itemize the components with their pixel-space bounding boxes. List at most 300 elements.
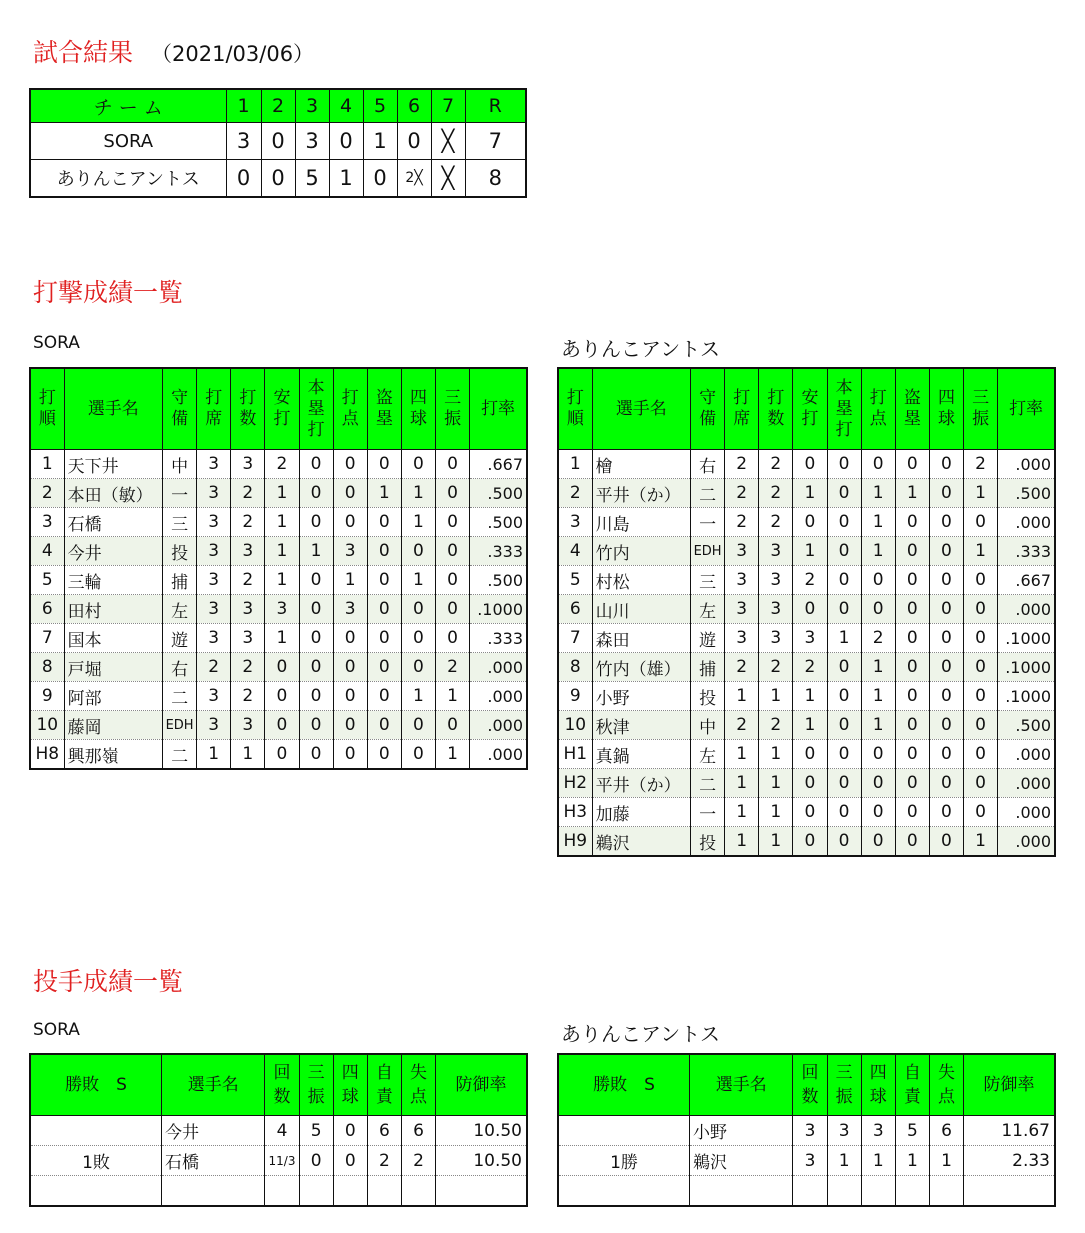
player-name-cell: 川島: [592, 508, 690, 537]
stat-cell: 1: [265, 479, 299, 508]
stat-cell: 0: [895, 740, 929, 769]
stat-cell: 1: [793, 682, 827, 711]
stat-cell: 0: [265, 682, 299, 711]
stat-cell: 1: [367, 479, 401, 508]
team2-batting-table: [557, 367, 1056, 857]
stat-cell: 捕: [691, 653, 725, 682]
stat-cell: 4: [265, 1116, 299, 1146]
stat-cell: 4: [30, 537, 64, 566]
batting-header-cell: 四球: [929, 368, 963, 450]
stat-cell: 0: [929, 537, 963, 566]
stat-cell: 8: [30, 653, 64, 682]
player-name-cell: 今井: [64, 537, 162, 566]
stat-cell: 2: [725, 450, 759, 479]
player-name-cell: 小野: [592, 682, 690, 711]
stat-cell: 2: [964, 450, 998, 479]
batting-row: [558, 827, 1055, 857]
batting-header-cell: 守備: [163, 368, 197, 450]
stat-cell: H8: [30, 740, 64, 770]
stat-cell: 1: [401, 682, 435, 711]
pitching-row: [558, 1146, 1055, 1176]
stat-cell: 1: [265, 508, 299, 537]
stat-cell: 3: [231, 711, 265, 740]
stat-cell: EDH: [163, 711, 197, 740]
batting-header-cell: 選手名: [64, 368, 162, 450]
stat-cell: 11/3: [265, 1146, 299, 1176]
stat-cell: 0: [793, 508, 827, 537]
stat-cell: 3: [725, 595, 759, 624]
pitching-header-cell: 三振: [299, 1054, 333, 1116]
stat-cell: 3: [197, 537, 231, 566]
stat-cell: 0: [299, 682, 333, 711]
stat-cell: 0: [436, 711, 470, 740]
stat-cell: 0: [895, 537, 929, 566]
stat-cell: 1: [895, 1146, 929, 1176]
batting-row: [558, 566, 1055, 595]
stat-cell: 1勝: [558, 1146, 690, 1176]
stat-cell: 0: [964, 508, 998, 537]
stat-cell: 捕: [163, 566, 197, 595]
batting-header-cell: 打点: [333, 368, 367, 450]
player-name-cell: 天下井: [64, 450, 162, 479]
batting-row: [30, 508, 527, 537]
stat-cell: 遊: [163, 624, 197, 653]
stat-cell: 3: [861, 1116, 895, 1146]
stat-cell: 0: [861, 827, 895, 857]
stat-cell: 0: [401, 653, 435, 682]
batting-row: [558, 740, 1055, 769]
stat-cell: 0: [827, 711, 861, 740]
stat-cell: 0: [929, 595, 963, 624]
stat-cell: .500: [998, 479, 1055, 508]
batting-header-cell: 打点: [861, 368, 895, 450]
stat-cell: 1: [793, 711, 827, 740]
score-inning-cell: 1: [329, 160, 363, 198]
stat-cell: 0: [367, 566, 401, 595]
stat-cell: 右: [691, 450, 725, 479]
stat-cell: 0: [827, 769, 861, 798]
stat-cell: 2: [30, 479, 64, 508]
score-inning-cell: 0: [329, 123, 363, 160]
pitching-header-cell: 自責: [367, 1054, 401, 1116]
player-name-cell: 田村: [64, 595, 162, 624]
stat-cell: 1: [929, 1146, 963, 1176]
stat-cell: [333, 1176, 367, 1207]
stat-cell: 0: [299, 450, 333, 479]
stat-cell: 2: [793, 653, 827, 682]
stat-cell: .000: [470, 740, 527, 770]
stat-cell: 1: [401, 479, 435, 508]
stat-cell: 2: [367, 1146, 401, 1176]
player-name-cell: 竹内（雄）: [592, 653, 690, 682]
stat-cell: 4: [558, 537, 592, 566]
stat-cell: 8: [558, 653, 592, 682]
stat-cell: 1: [895, 479, 929, 508]
stat-cell: 0: [929, 711, 963, 740]
stat-cell: 0: [929, 798, 963, 827]
batting-row: [558, 798, 1055, 827]
stat-cell: 3: [197, 450, 231, 479]
stat-cell: 0: [827, 798, 861, 827]
batting-row: [30, 450, 527, 479]
pitcher-name-cell: 鵜沢: [690, 1146, 793, 1176]
stat-cell: 0: [367, 508, 401, 537]
stat-cell: 1: [333, 566, 367, 595]
stat-cell: 0: [929, 479, 963, 508]
stat-cell: [367, 1176, 401, 1207]
batting-row: [558, 682, 1055, 711]
stat-cell: 二: [691, 479, 725, 508]
stat-cell: 3: [265, 595, 299, 624]
stat-cell: 0: [793, 450, 827, 479]
team1-batting-table: [29, 367, 528, 770]
pitcher-name-cell: [690, 1176, 793, 1207]
stat-cell: 0: [827, 653, 861, 682]
stat-cell: .000: [470, 682, 527, 711]
stat-cell: H3: [558, 798, 592, 827]
game-date: （2021/03/06）: [151, 42, 315, 66]
stat-cell: 10.50: [436, 1116, 527, 1146]
player-name-cell: 竹内: [592, 537, 690, 566]
pitching-header-cell: 失点: [929, 1054, 963, 1116]
player-name-cell: 鵜沢: [592, 827, 690, 857]
stat-cell: 0: [929, 450, 963, 479]
stat-cell: 0: [401, 595, 435, 624]
stat-cell: 0: [929, 682, 963, 711]
stat-cell: 一: [691, 508, 725, 537]
stat-cell: 0: [299, 1146, 333, 1176]
scoreboard-row: [30, 123, 526, 160]
stat-cell: 11.67: [964, 1116, 1055, 1146]
stat-cell: 9: [30, 682, 64, 711]
pitching-row: [30, 1116, 527, 1146]
team1-pitching-table: [29, 1053, 528, 1207]
stat-cell: 3: [333, 595, 367, 624]
player-name-cell: 平井（か）: [592, 769, 690, 798]
pitching-row: [558, 1176, 1055, 1207]
stat-cell: .000: [998, 798, 1055, 827]
stat-cell: 3: [231, 624, 265, 653]
player-name-cell: 平井（か）: [592, 479, 690, 508]
pitcher-name-cell: 石橋: [162, 1146, 265, 1176]
stat-cell: EDH: [691, 537, 725, 566]
score-inning-cell: 0: [226, 160, 261, 198]
stat-cell: 2: [759, 508, 793, 537]
batting-row: [30, 624, 527, 653]
pitching-header-cell: 選手名: [690, 1054, 793, 1116]
stat-cell: 0: [401, 711, 435, 740]
stat-cell: [558, 1176, 690, 1207]
pitching-header-row: [30, 1054, 527, 1116]
stat-cell: 0: [333, 508, 367, 537]
stat-cell: .500: [470, 479, 527, 508]
stat-cell: 1: [759, 827, 793, 857]
batting-header-cell: 本塁打: [299, 368, 333, 450]
batting-row: [30, 653, 527, 682]
stat-cell: 0: [964, 711, 998, 740]
batting-header-cell: 三振: [436, 368, 470, 450]
batting-header-cell: 盗塁: [367, 368, 401, 450]
stat-cell: 0: [436, 508, 470, 537]
stat-cell: 1: [964, 827, 998, 857]
stat-cell: 1: [861, 1146, 895, 1176]
stat-cell: 中: [163, 450, 197, 479]
stat-cell: 遊: [691, 624, 725, 653]
stat-cell: 0: [299, 653, 333, 682]
stat-cell: 3: [197, 508, 231, 537]
stat-cell: [265, 1176, 299, 1207]
batting-row: [30, 537, 527, 566]
stat-cell: 1: [299, 537, 333, 566]
stat-cell: 0: [895, 827, 929, 857]
stat-cell: 5: [299, 1116, 333, 1146]
score-inning-cell: 0: [363, 160, 397, 198]
stat-cell: 3: [30, 508, 64, 537]
stat-cell: 0: [895, 566, 929, 595]
stat-cell: 5: [895, 1116, 929, 1146]
stat-cell: .1000: [470, 595, 527, 624]
stat-cell: 0: [265, 653, 299, 682]
stat-cell: 3: [333, 537, 367, 566]
pitching-header-cell: 選手名: [162, 1054, 265, 1116]
stat-cell: 3: [197, 682, 231, 711]
stat-cell: 2: [725, 653, 759, 682]
stat-cell: 3: [197, 595, 231, 624]
stat-cell: 0: [827, 566, 861, 595]
stat-cell: .1000: [998, 653, 1055, 682]
stat-cell: 1: [725, 682, 759, 711]
pitching-header-row: [558, 1054, 1055, 1116]
stat-cell: 1: [793, 479, 827, 508]
stat-cell: 0: [964, 566, 998, 595]
score-runs-cell: 8: [465, 160, 526, 198]
stat-cell: 0: [401, 624, 435, 653]
stat-cell: 3: [827, 1116, 861, 1146]
stat-cell: 1: [964, 479, 998, 508]
stat-cell: 3: [725, 566, 759, 595]
score-runs-cell: 7: [465, 123, 526, 160]
stat-cell: H1: [558, 740, 592, 769]
batting-section-title: 打撃成績一覧: [33, 278, 184, 307]
stat-cell: H9: [558, 827, 592, 857]
stat-cell: 1: [759, 682, 793, 711]
score-inning-cell: 0: [261, 160, 295, 198]
stat-cell: 0: [964, 682, 998, 711]
player-name-cell: 檜: [592, 450, 690, 479]
stat-cell: 3: [197, 711, 231, 740]
stat-cell: 0: [964, 624, 998, 653]
stat-cell: .667: [998, 566, 1055, 595]
pitcher-name-cell: 小野: [690, 1116, 793, 1146]
stat-cell: 0: [964, 769, 998, 798]
stat-cell: 1: [861, 653, 895, 682]
stat-cell: 投: [691, 682, 725, 711]
stat-cell: 2: [231, 682, 265, 711]
pitching-row: [558, 1116, 1055, 1146]
batting-header-cell: 安打: [793, 368, 827, 450]
stat-cell: [30, 1176, 162, 1207]
stat-cell: 0: [333, 682, 367, 711]
stat-cell: 0: [436, 566, 470, 595]
batting-row: [558, 479, 1055, 508]
pitching-row: [30, 1146, 527, 1176]
stat-cell: 2: [725, 508, 759, 537]
stat-cell: 0: [367, 740, 401, 770]
stat-cell: 0: [367, 595, 401, 624]
batting-row: [30, 479, 527, 508]
stat-cell: 1: [401, 566, 435, 595]
stat-cell: [436, 1176, 527, 1207]
stat-cell: 5: [30, 566, 64, 595]
batting-header-cell: 四球: [401, 368, 435, 450]
stat-cell: 1: [436, 682, 470, 711]
stat-cell: 1: [861, 537, 895, 566]
batting-header-cell: 選手名: [592, 368, 690, 450]
player-name-cell: 国本: [64, 624, 162, 653]
stat-cell: 2: [759, 653, 793, 682]
pitching-header-cell: 防御率: [436, 1054, 527, 1116]
stat-cell: 1: [861, 479, 895, 508]
batting-row: [558, 595, 1055, 624]
stat-cell: 0: [333, 624, 367, 653]
stat-cell: 0: [895, 653, 929, 682]
stat-cell: 左: [691, 740, 725, 769]
stat-cell: 3: [759, 624, 793, 653]
stat-cell: 3: [793, 1116, 827, 1146]
stat-cell: [558, 1116, 690, 1146]
stat-cell: 2: [861, 624, 895, 653]
stat-cell: 0: [895, 595, 929, 624]
stat-cell: 10: [30, 711, 64, 740]
batting-row: [558, 769, 1055, 798]
stat-cell: 0: [299, 566, 333, 595]
stat-cell: 0: [964, 798, 998, 827]
stat-cell: 3: [725, 537, 759, 566]
pitching-header-cell: 四球: [333, 1054, 367, 1116]
stat-cell: 0: [929, 566, 963, 595]
batting-header-cell: 安打: [265, 368, 299, 450]
score-team-name: SORA: [30, 123, 226, 160]
stat-cell: .500: [998, 711, 1055, 740]
stat-cell: 1: [793, 537, 827, 566]
player-name-cell: 戸堀: [64, 653, 162, 682]
stat-cell: 0: [861, 566, 895, 595]
stat-cell: 3: [759, 566, 793, 595]
stat-cell: 3: [231, 450, 265, 479]
batting-row: [30, 595, 527, 624]
stat-cell: 0: [827, 682, 861, 711]
stat-cell: [929, 1176, 963, 1207]
scoreboard-header: [30, 89, 526, 123]
pitching-header-cell: 回数: [793, 1054, 827, 1116]
stat-cell: 0: [299, 479, 333, 508]
stat-cell: 2: [231, 479, 265, 508]
stat-cell: 0: [436, 450, 470, 479]
stat-cell: .000: [998, 740, 1055, 769]
player-name-cell: 阿部: [64, 682, 162, 711]
stat-cell: 9: [558, 682, 592, 711]
stat-cell: 0: [895, 798, 929, 827]
stat-cell: 0: [367, 450, 401, 479]
stat-cell: .500: [470, 508, 527, 537]
pitching-header-cell: 三振: [827, 1054, 861, 1116]
stat-cell: 1: [861, 508, 895, 537]
score-col-inning: 5: [363, 89, 397, 123]
stat-cell: 3: [197, 479, 231, 508]
stat-cell: 二: [163, 682, 197, 711]
stat-cell: 5: [558, 566, 592, 595]
player-name-cell: 石橋: [64, 508, 162, 537]
stat-cell: .333: [998, 537, 1055, 566]
stat-cell: 1: [231, 740, 265, 770]
score-col-runs: R: [465, 89, 526, 123]
stat-cell: 0: [929, 740, 963, 769]
stat-cell: 3: [231, 537, 265, 566]
stat-cell: .000: [470, 653, 527, 682]
pitching-header-cell: 四球: [861, 1054, 895, 1116]
player-name-cell: 本田（敏）: [64, 479, 162, 508]
team1-pitching-label: SORA: [33, 1020, 80, 1040]
stat-cell: 左: [691, 595, 725, 624]
stat-cell: 1: [265, 566, 299, 595]
stat-cell: 0: [265, 711, 299, 740]
stat-cell: 1: [401, 508, 435, 537]
stat-cell: 0: [861, 798, 895, 827]
score-inning-cell: 3: [226, 123, 261, 160]
stat-cell: .000: [998, 450, 1055, 479]
stat-cell: 2: [265, 450, 299, 479]
stat-cell: 7: [558, 624, 592, 653]
stat-cell: 0: [333, 450, 367, 479]
stat-cell: 1: [436, 740, 470, 770]
score-inning-cell: 0: [261, 123, 295, 160]
pitching-header-cell: 防御率: [964, 1054, 1055, 1116]
stat-cell: 0: [827, 450, 861, 479]
score-inning-cell: 3: [295, 123, 329, 160]
stat-cell: 7: [30, 624, 64, 653]
stat-cell: 0: [333, 653, 367, 682]
stat-cell: 2: [436, 653, 470, 682]
batting-row: [558, 537, 1055, 566]
stat-cell: 0: [401, 740, 435, 770]
stat-cell: 2: [231, 653, 265, 682]
stat-cell: 1: [725, 827, 759, 857]
stat-cell: 0: [793, 827, 827, 857]
stat-cell: 0: [333, 1146, 367, 1176]
player-name-cell: 森田: [592, 624, 690, 653]
stat-cell: 2: [231, 566, 265, 595]
batting-header-cell: 打席: [197, 368, 231, 450]
stat-cell: 10.50: [436, 1146, 527, 1176]
score-team-name: ありんこアントス: [30, 160, 226, 198]
stat-cell: 0: [436, 624, 470, 653]
pitching-header-cell: 失点: [401, 1054, 435, 1116]
title-text: 試合結果: [33, 38, 134, 67]
stat-cell: 0: [367, 682, 401, 711]
stat-cell: 3: [197, 566, 231, 595]
stat-cell: 投: [163, 537, 197, 566]
stat-cell: 1: [30, 450, 64, 479]
score-inning-cell: ╳: [431, 123, 465, 160]
stat-cell: 0: [299, 711, 333, 740]
stat-cell: 0: [861, 450, 895, 479]
stat-cell: 1: [265, 537, 299, 566]
stat-cell: 0: [333, 1116, 367, 1146]
stat-cell: 2: [558, 479, 592, 508]
stat-cell: 0: [861, 769, 895, 798]
batting-header-cell: 打数: [759, 368, 793, 450]
stat-cell: 0: [436, 537, 470, 566]
